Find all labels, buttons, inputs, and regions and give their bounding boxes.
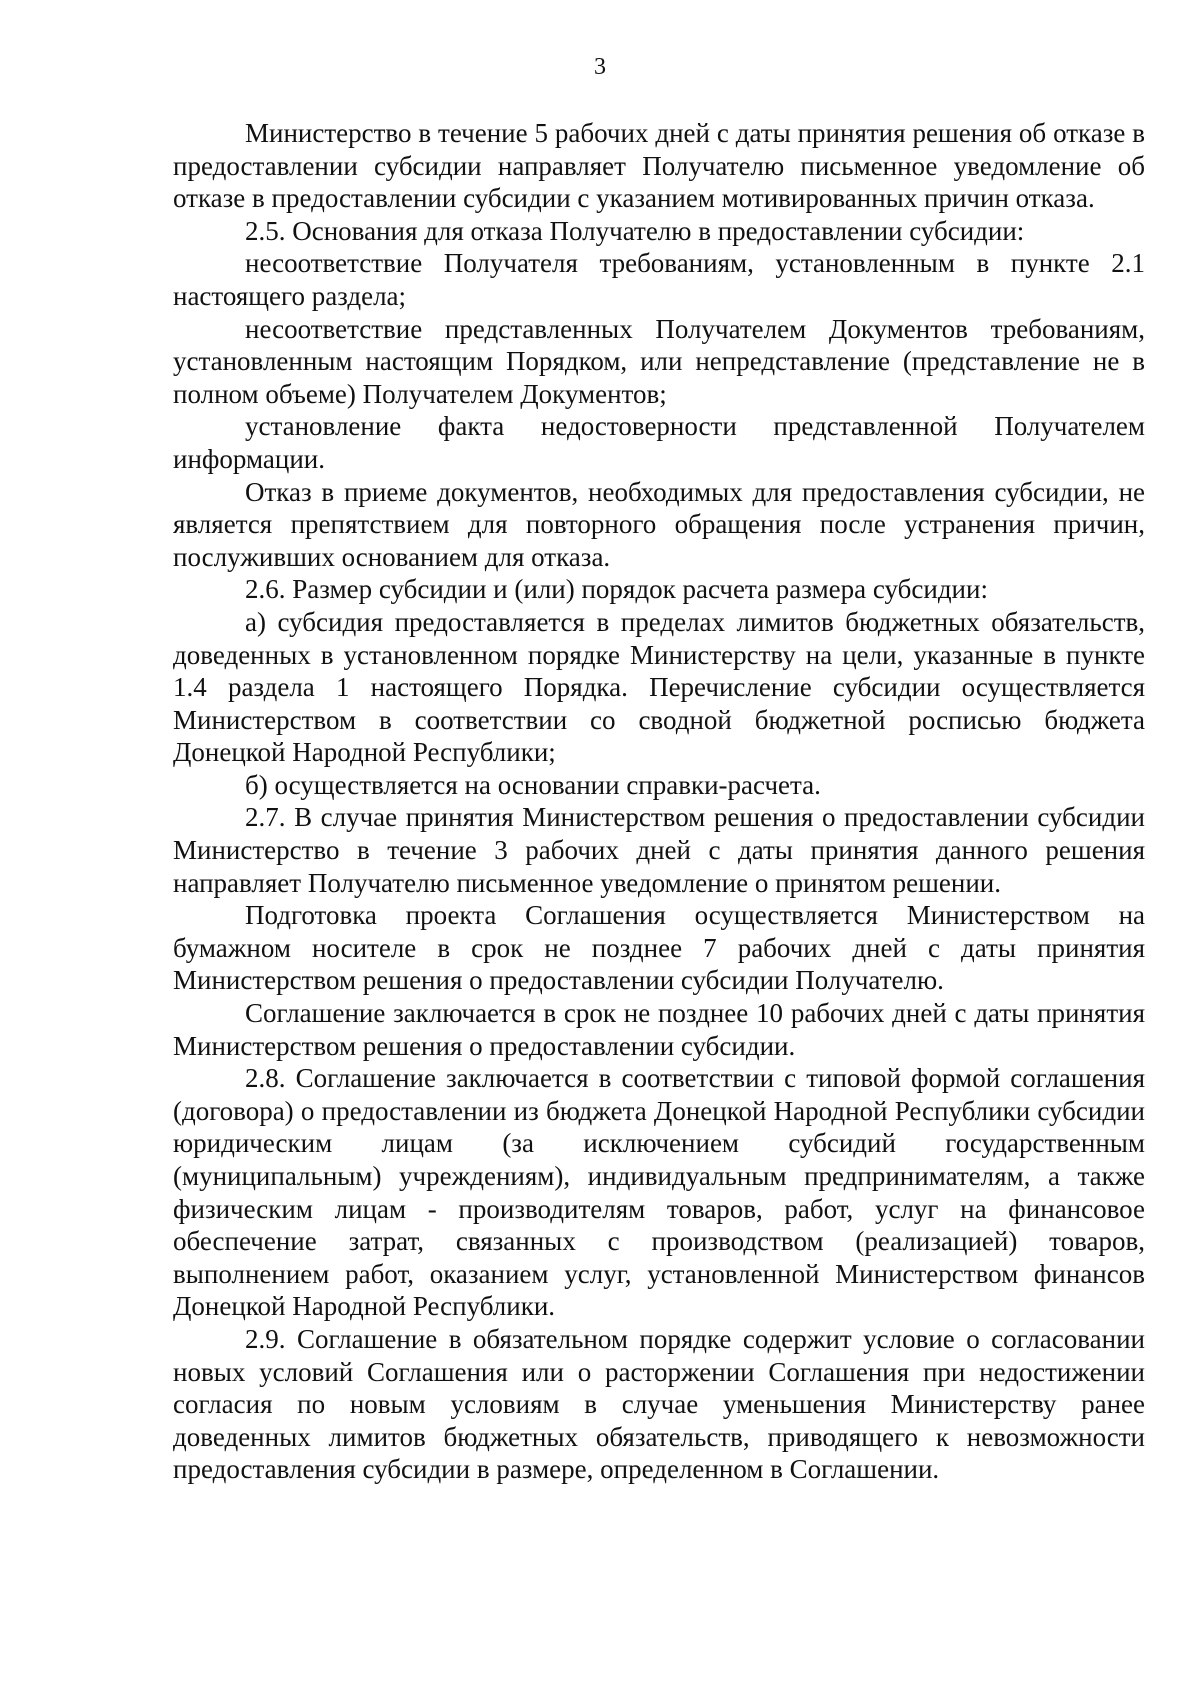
- paragraph-2-5-item-1: несоответствие Получателя требованиям, установленным в пункте 2.1 настоящего раздела;: [173, 248, 1145, 311]
- paragraph-2-9: 2.9. Соглашение в обязательном порядке содержит условие о согласовании новых условий Соглашения или о расторжении Соглашения при недостижении согласия по новым условиям в случае уменьшения Министерству ранее доведенных лимитов бюджетных обязательств, приводящего к невозможности предоставления субсидии в размере, определенном в Соглашении.: [173, 1323, 1145, 1485]
- paragraph-2-5-item-3: установление факта недостоверности представленной Получателем информации.: [173, 411, 1145, 474]
- paragraph-refusal-docs: Отказ в приеме документов, необходимых для предоставления субсидии, не является препятствием для повторного обращения после устранения причин, послуживших основанием для отказа.: [173, 476, 1145, 572]
- paragraph-2-7: 2.7. В случае принятия Министерством решения о предоставлении субсидии Министерство в течение 3 рабочих дней с даты принятия данного решения направляет Получателю письменное уведомление о принятом решении.: [173, 802, 1145, 898]
- document-body: [173, 117, 1145, 1486]
- page-number: 3: [594, 54, 606, 80]
- paragraph-2-5-heading: 2.5. Основания для отказа Получателю в предоставлении субсидии:: [245, 215, 1025, 246]
- paragraph-refusal-notice: Министерство в течение 5 рабочих дней с даты принятия решения об отказе в предоставлении субсидии направляет Получателю письменное уведомление об отказе в предоставлении субсидии с указанием мотивированных причин отказа.: [173, 118, 1145, 214]
- paragraph-agreement-term: Соглашение заключается в срок не позднее 10 рабочих дней с даты принятия Министерством решения о предоставлении субсидии.: [173, 998, 1145, 1061]
- paragraph-agreement-preparation: Подготовка проекта Соглашения осуществляется Министерством на бумажном носителе в срок не позднее 7 рабочих дней с даты принятия Министерством решения о предоставлении субсидии Получателю.: [173, 900, 1145, 996]
- paragraph-2-6-b: б) осуществляется на основании справки-расчета.: [245, 769, 821, 800]
- paragraph-2-6-heading: 2.6. Размер субсидии и (или) порядок расчета размера субсидии:: [245, 574, 988, 605]
- paragraph-2-8: 2.8. Соглашение заключается в соответствии с типовой формой соглашения (договора) о предоставлении из бюджета Донецкой Народной Республики субсидии юридическим лицам (за исключением субсидий государственным (муниципальным) учреждениям), индивидуальным предпринимателям, а также физическим лицам - производителям товаров, работ, услуг на финансовое обеспечение затрат, связанных с производством (реализацией) товаров, выполнением работ, оказанием услуг, установленной Министерством финансов Донецкой Народной Республики.: [173, 1063, 1145, 1322]
- paragraph-2-6-a: а) субсидия предоставляется в пределах лимитов бюджетных обязательств, доведенных в установленном порядке Министерству на цели, указанные в пункте 1.4 раздела 1 настоящего Порядка. Перечисление субсидии осуществляется Министерством в соответствии со сводной бюджетной росписью бюджета Донецкой Народной Республики;: [173, 606, 1145, 768]
- paragraph-2-5-item-2: несоответствие представленных Получателем Документов требованиям, установленным настоящим Порядком, или непредставление (представление не в полном объеме) Получателем Документов;: [173, 313, 1145, 409]
